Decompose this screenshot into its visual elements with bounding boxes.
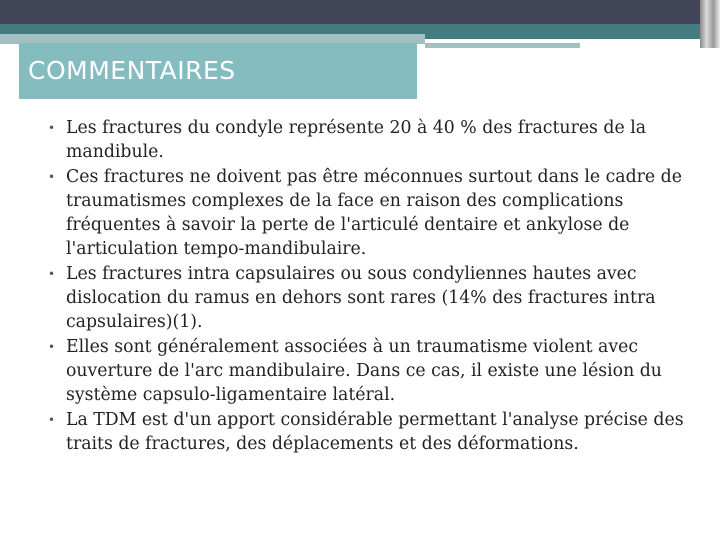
- header-strip: [425, 43, 580, 48]
- bullet-item: • Les fractures du condyle représente 20 à 40 % des fractures de la mandibule.: [66, 116, 706, 165]
- slide-title: COMMENTAIRES: [19, 43, 417, 99]
- bullet-list: [66, 116, 706, 456]
- header-edge: [700, 0, 720, 48]
- bullet-item: • Les fractures intra capsulaires ou sous condyliennes hautes avec dislocation du ramus en dehors sont rares (14% des fractures intra capsulaires)(1).: [66, 262, 706, 335]
- header-bar: [0, 0, 700, 24]
- bullet-item: • La TDM est d'un apport considérable permettant l'analyse précise des traits de fractures, des déplacements et des déformations.: [66, 408, 706, 457]
- header-band: [0, 24, 710, 34]
- bullet-item: • Ces fractures ne doivent pas être méconnues surtout dans le cadre de traumatismes complexes de la face en raison des complications fréquentes à savoir la perte de l'articulé dentaire et ankylose de l'articulation tempo-mandibulaire.: [66, 165, 706, 262]
- bullet-item: • Elles sont généralement associées à un traumatisme violent avec ouverture de l'arc mandibulaire. Dans ce cas, il existe une lésion du système capsulo-ligamentaire latéral.: [66, 335, 706, 408]
